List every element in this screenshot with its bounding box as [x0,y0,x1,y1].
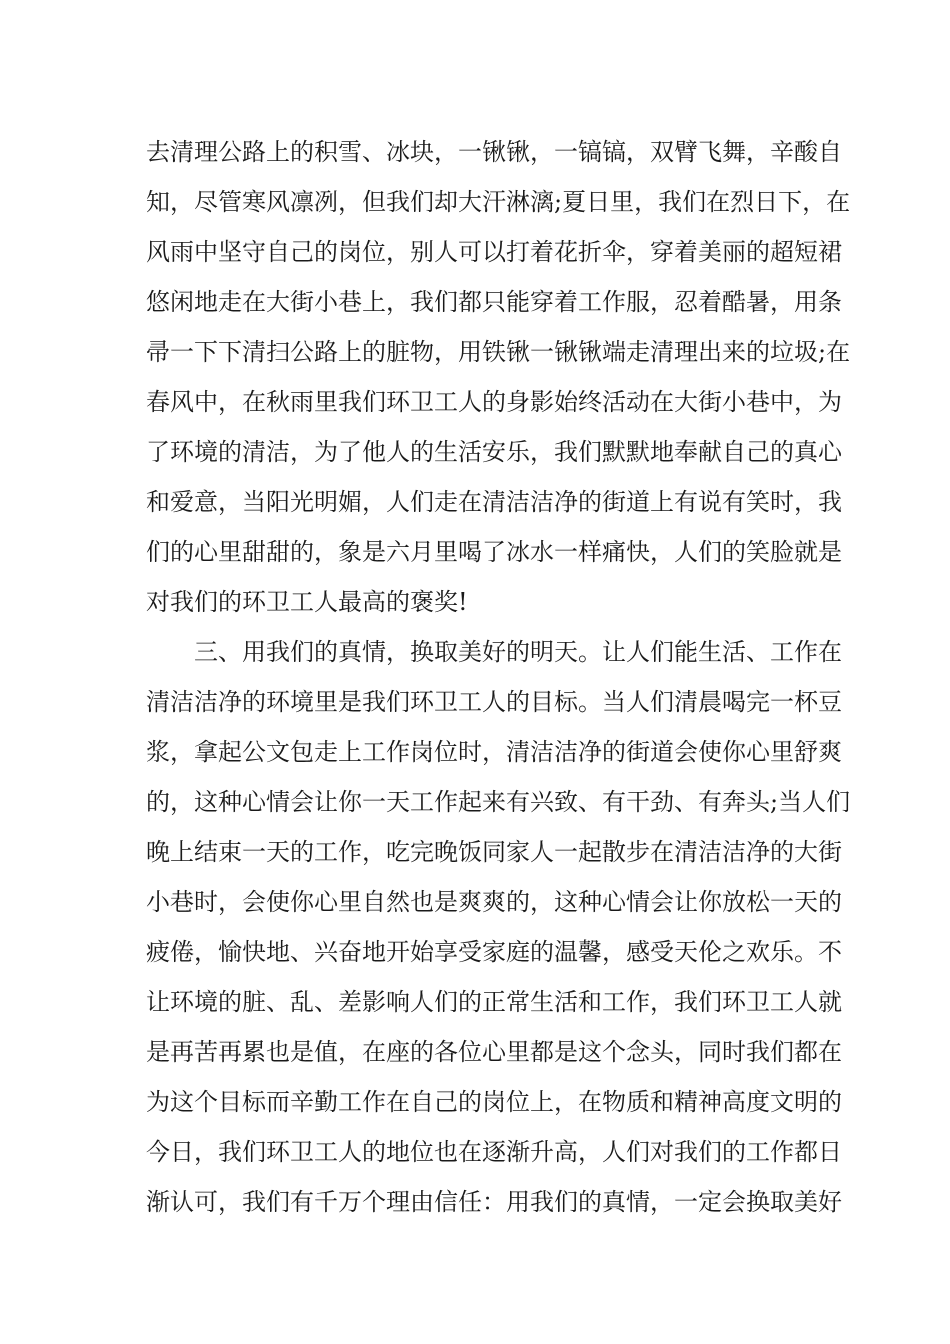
text-line: 疲倦，愉快地、兴奋地开始享受家庭的温馨，感受天伦之欢乐。不 [146,938,842,966]
text-line: 让环境的脏、乱、差影响人们的正常生活和工作，我们环卫工人就 [146,988,842,1016]
text-line: 了环境的清洁，为了他人的生活安乐，我们默默地奉献自己的真心 [146,438,842,466]
text-line: 知，尽管寒风凛冽，但我们却大汗淋漓;夏日里，我们在烈日下，在 [146,188,851,216]
text-line: 悠闲地走在大街小巷上，我们都只能穿着工作服，忍着酷暑，用条 [146,288,842,316]
text-line: 去清理公路上的积雪、冰块，一锹锹，一镐镐，双臂飞舞，辛酸自 [146,138,842,166]
text-line: 浆，拿起公文包走上工作岗位时，清洁洁净的街道会使你心里舒爽 [146,738,842,766]
text-line: 小巷时，会使你心里自然也是爽爽的，这种心情会让你放松一天的 [146,888,842,916]
text-line: 清洁洁净的环境里是我们环卫工人的目标。当人们清晨喝完一杯豆 [146,688,842,716]
text-line: 和爱意，当阳光明媚，人们走在清洁洁净的街道上有说有笑时，我 [146,488,842,516]
text-line: 为这个目标而辛勤工作在自己的岗位上，在物质和精神高度文明的 [146,1088,842,1116]
text-line: 今日，我们环卫工人的地位也在逐渐升高，人们对我们的工作都日 [146,1138,842,1166]
body-text [146,132,851,1232]
text-line: 们的心里甜甜的，象是六月里喝了冰水一样痛快，人们的笑脸就是 [146,538,842,566]
text-line: 帚一下下清扫公路上的脏物，用铁锹一锹锹端走清理出来的垃圾;在 [146,338,851,366]
text-line: 是再苦再累也是值，在座的各位心里都是这个念头，同时我们都在 [146,1038,842,1066]
text-line: 春风中，在秋雨里我们环卫工人的身影始终活动在大街小巷中，为 [146,388,842,416]
text-line: 渐认可，我们有千万个理由信任：用我们的真情，一定会换取美好 [146,1188,842,1216]
text-line: 晚上结束一天的工作，吃完晚饭同家人一起散步在清洁洁净的大街 [146,838,842,866]
section-heading-line: 三、用我们的真情，换取美好的明天。让人们能生活、工作在 [194,638,842,666]
text-line: 风雨中坚守自己的岗位，别人可以打着花折伞，穿着美丽的超短裙 [146,238,842,266]
text-line: 的，这种心情会让你一天工作起来有兴致、有干劲、有奔头;当人们 [146,788,851,816]
paragraph-end-line: 对我们的环卫工人最高的褒奖! [146,588,468,616]
